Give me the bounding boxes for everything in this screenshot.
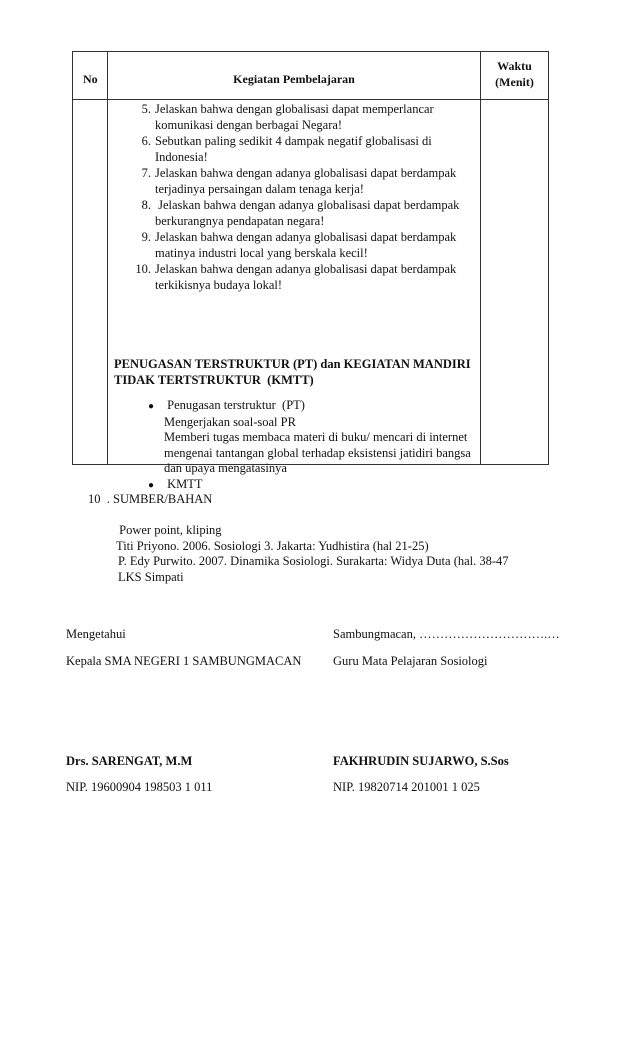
question-text: terkikisnya budaya lokal! xyxy=(155,278,283,292)
sumber-item: P. Edy Purwito. 2007. Dinamika Sosiologi. Surakarta: Widya Duta (hal. 38-47 xyxy=(118,554,509,568)
question-item xyxy=(128,261,468,293)
question-text: Indonesia! xyxy=(155,150,208,164)
question-text: berkurangnya pendapatan negara! xyxy=(155,214,325,228)
bullet-kmtt-label: KMTT xyxy=(164,476,203,491)
sumber-item: Titi Priyono. 2006. Sosiologi 3. Jakarta: Yudhistira (hal 21-25) xyxy=(116,538,429,553)
kegiatan-table xyxy=(72,51,549,491)
bullet-icon: ● xyxy=(148,479,155,491)
question-text: Jelaskan bahwa dengan globalisasi dapat memperlancar xyxy=(155,102,434,116)
question-text: Sebutkan paling sedikit 4 dampak negatif globalisasi di xyxy=(155,134,432,148)
question-number: 7. xyxy=(141,166,151,180)
question-number: 9. xyxy=(141,230,151,244)
pt-detail-line: mengenai tantangan global terhadap eksistensi jatidiri bangsa xyxy=(164,445,471,460)
question-item xyxy=(128,101,468,133)
sig-right-name: FAKHRUDIN SUJARWO, S.Sos xyxy=(333,754,509,768)
header-waktu xyxy=(481,52,549,100)
sig-left-role: Kepala SMA NEGERI 1 SAMBUNGMACAN xyxy=(66,654,302,668)
pt-detail-line: Memberi tugas membaca materi di buku/ mencari di internet xyxy=(164,430,468,444)
question-number: 5. xyxy=(141,102,151,116)
assignment-list xyxy=(148,398,478,493)
question-number: 6. xyxy=(141,134,151,148)
question-text: matinya industri local yang berskala kecil! xyxy=(155,246,368,260)
list-item xyxy=(148,477,478,494)
sig-right-nip: NIP. 19820714 201001 1 025 xyxy=(333,780,480,794)
bullet-pt-label: Penugasan terstruktur (PT) xyxy=(164,398,305,412)
question-text: terjadinya persaingan dalam tenaga kerja! xyxy=(155,182,364,196)
cell-waktu xyxy=(481,100,549,465)
question-number: 10. xyxy=(135,262,151,276)
sumber-title: 10 . SUMBER/BAHAN xyxy=(88,492,213,506)
header-no: No xyxy=(73,52,108,100)
pt-detail-line: dan upaya mengatasinya xyxy=(164,461,287,475)
question-text: komunikasi dengan berbagai Negara! xyxy=(155,118,343,132)
pt-heading-line1: PENUGASAN TERSTRUKTUR (PT) dan KEGIATAN MANDIRI xyxy=(114,357,471,371)
pt-heading-line2: TIDAK TERTSTRUKTUR (KMTT) xyxy=(114,373,314,387)
sumber-item: Power point, kliping xyxy=(116,523,222,537)
sig-right-role: Guru Mata Pelajaran Sosiologi xyxy=(333,654,488,668)
question-text: Jelaskan bahwa dengan adanya globalisasi dapat berdampak xyxy=(155,230,457,244)
sig-left-nip: NIP. 19600904 198503 1 011 xyxy=(66,780,213,794)
header-waktu-line2: (Menit) xyxy=(495,75,534,89)
cell-no xyxy=(73,100,108,465)
sumber-item: LKS Simpati xyxy=(118,569,184,584)
table-body-row xyxy=(73,100,549,465)
question-item xyxy=(128,229,468,261)
question-item xyxy=(128,197,468,229)
list-item xyxy=(148,398,478,415)
pt-kmtt-heading xyxy=(114,356,486,388)
cell-kegiatan xyxy=(108,100,481,491)
header-kegiatan: Kegiatan Pembelajaran xyxy=(108,52,481,100)
table-header-row xyxy=(73,52,549,100)
question-item xyxy=(128,165,468,197)
bullet-icon: ● xyxy=(148,401,155,412)
pt-detail-line: Mengerjakan soal-soal PR xyxy=(164,414,296,429)
pt-details xyxy=(148,415,478,477)
sig-right-place-date: Sambungmacan, ………………………….… xyxy=(333,627,560,641)
question-item xyxy=(128,133,468,165)
question-text: Jelaskan bahwa dengan adanya globalisasi dapat berdampak xyxy=(155,262,457,276)
question-number: 8. xyxy=(141,198,151,212)
sig-left-label: Mengetahui xyxy=(66,627,126,641)
sig-left-name: Drs. SARENGAT, M.M xyxy=(66,754,193,768)
question-list xyxy=(128,101,468,293)
sumber-list xyxy=(116,523,509,585)
header-waktu-line1: Waktu xyxy=(497,59,532,73)
question-text: Jelaskan bahwa dengan adanya globalisasi dapat berdampak xyxy=(155,166,457,180)
question-text: Jelaskan bahwa dengan adanya globalisasi dapat berdampak xyxy=(155,198,460,212)
